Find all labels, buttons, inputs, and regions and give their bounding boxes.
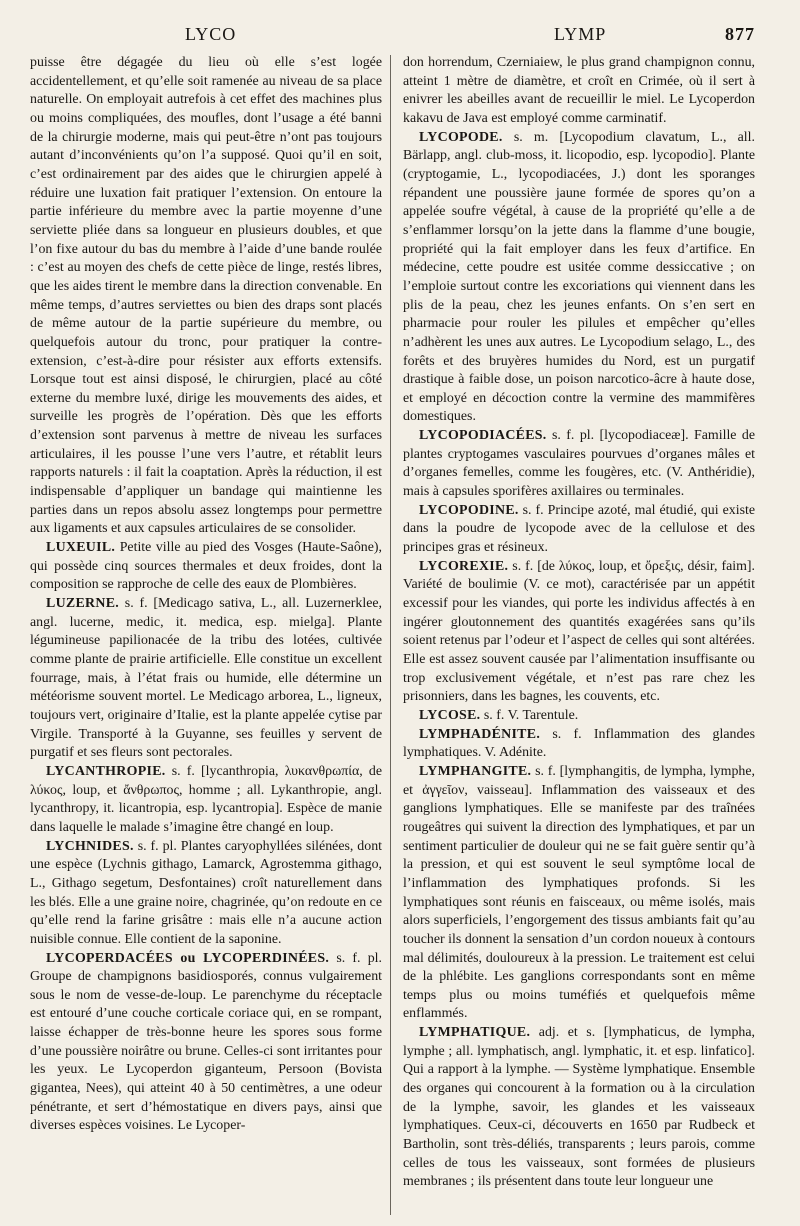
entry-text: s. m. [Lycopodium clavatum, L., all. Bärlapp, angl. club-moss, it. licopodio, esp. lycopodio]. Plante (cryptogamie, L., lycopodiacées, J.) dont les sporanges répandent une poussière jaune formée de spores qu’on a appelée soufre végétal, à cause de la propriété qu’elle a de s’enflammer lorsqu’on la jette dans la flamme d’une bougie, propriété qui la fait employer dans les feux d’artifice. En médecine, cette poudre est usitée comme dessiccative ; on l’emploie surtout contre les excoriations qui viennent dans les plis de la peau, chez les jeunes enfants. On s’en sert en pharmacie pour rouler les pilules et empêcher qu’elles n’adhèrent les unes aux autres. Le Lycopodium selago, L., des forêts et des bruyères humides du Nord, est un purgatif drastique à faible dose, un poison narcotico-âcre à haute dose, et employé en décoction contre la vermine des mammifères domestiques.: [403, 129, 755, 425]
entry-lymphadenite: [403, 726, 755, 763]
headword: LYMPHANGITE.: [419, 763, 532, 779]
running-head-left: LYCO: [185, 24, 237, 44]
headword: LYMPHATIQUE.: [419, 1025, 531, 1041]
entry-text: s. f. pl. [lycopodiaceæ]. Famille de plantes cryptogames vasculaires pourvues d’organes mâles et d’organes femelles, comme les fougères, etc. (V. Anthéridie), mais à capsules sporifères axillaires ou terminales.: [403, 428, 755, 500]
entry-lycoperdacees: [30, 950, 382, 1137]
entry-text: s. f. [lycanthropia, λυκανθρωπία, de λύκος, loup, et ἄνθρωπος, homme ; all. Lykanthropie, angl. lycanthropy, it. licantropia, esp. lycantropia]. Espèce de manie dans laquelle le malade s’imagine être changé en loup.: [30, 763, 382, 835]
column-divider: [390, 55, 391, 1215]
entry-text: s. f. pl. Plantes caryophyllées silénées, dont une espèce (Lychnis githago, Lamarck, Agrostemma githago, L., Githago segetum, Desfontaines) croît naturellement dans les blés. Elle a une graine noire, chagrinée, qu’on redoute en ce qu’elle rend la farine grisâtre : mais elle n’a aucune action nuisible connue. Elle contient de la saponine.: [30, 838, 382, 947]
continuation-paragraph: puisse être dégagée du lieu où elle s’est logée accidentellement, et qu’elle soit ramenée au niveau de sa place naturelle. On employait autrefois à cet effet des machines plus ou moins compliquées, des moufles, dont l’usage a été banni de la chirurgie moderne, mais qui peut-être n’ont pas toujours autant d’inconvénients qu’on l’a supposé. Quoi qu’il en soit, c’est ordinairement par des aides que le chirurgien appelé à réduire une luxation fait pratiquer l’extension. On entoure la partie inférieure du membre avec la partie moyenne d’une serviette pliée dans sa longueur en plusieurs doubles, et que l’on fixe autour du bas du membre à l’aide d’une bande roulée : c’est au moyen des chefs de cette pièce de linge, restés libres, que les aides tirent le membre dans la direction convenable. En même temps, d’autres serviettes ou bien des draps sont placés de même autour de la partie supérieure du membre, ou quelquefois autour du tronc, pour pratiquer la contre-extension, c’est-à-dire pour résister aux efforts extensifs. Lorsque tout est ainsi disposé, le chirurgien, placé au côté externe du membre luxé, dirige les mouvements des aides, et surveille les progrès de l’opération. Dès que les efforts d’extension sont parvenus à mettre de niveau les surfaces articulaires, il les pousse l’une vers l’autre, et rétablit leurs rapports naturels : il fait la coaptation. Après la réduction, il est indispensable d’appliquer un bandage qui maintienne les parties dans un repos absolu assez longtemps pour permettre aux ligaments et aux capsules articulaires de se consolider.: [30, 55, 382, 537]
headword: LYCHNIDES.: [46, 838, 134, 854]
entry-text: s. f. [de λύκος, loup, et ὄρεξις, désir, faim]. Variété de boulimie (V. ce mot), caractérisée par un appétit excessif pour les viandes, qui porte les individus affectés à en ingérer gloutonnement des quantités exagérées sans qu’ils soient retenus par l’odeur et l’aspect de celles qui sont altérées. Elle est assez souvent causée par l’alimentation insuffisante ou trop exclusivement végétale, et n’est pas rare chez les prisonniers, dans les bagnes, les couvents, etc.: [403, 558, 755, 705]
entry-luxeuil: [30, 539, 382, 595]
entry-lycopode: [403, 129, 755, 428]
headword: LYCANTHROPIE.: [46, 763, 166, 779]
entry-lycopodine: [403, 502, 755, 558]
headword: LYCOPODE.: [419, 129, 503, 145]
page-number: 877: [725, 24, 755, 44]
entry-lychnides: [30, 838, 382, 950]
headword: LYCOPERDACÉES ou LYCOPERDINÉES.: [46, 950, 330, 966]
headword: LYCOPODINE.: [419, 502, 519, 518]
entry-luzerne: [30, 595, 382, 763]
entry-text: s. f. pl. Groupe de champignons basidiosporés, connus vulgairement sous le nom de vesse-de-loup. Le parenchyme du réceptacle est entouré d’une couche corticale coriace qui, en se rompant, laisse échapper de très-bonne heure les spores sous forme d’une poussière noirâtre ou brune. Celles-ci sont irritantes pour les yeux. Le Lycoperdon giganteum, Persoon (Bovista gigantea, Nees), qui atteint 40 à 50 centimètres, a une odeur pénétrante, et sert d’hémostatique en divers pays, ainsi que diverses espèces voisines. Le Lycoper-: [30, 950, 382, 1134]
entry-text: s. f. V. Tarentule.: [480, 707, 579, 723]
headword: LYCOPODIACÉES.: [419, 428, 547, 444]
entry-lycopodiacees: [403, 427, 755, 502]
left-column: [30, 54, 382, 1136]
entry-text: Petite ville au pied des Vosges (Haute-Saône), qui possède cinq sources thermales et deux froides, dont la composition se rapproche de celle des eaux de Plombières.: [30, 540, 382, 593]
headword: LUZERNE.: [46, 596, 120, 612]
continuation-paragraph: don horrendum, Czerniaiew, le plus grand champignon connu, atteint 1 mètre de diamètre, et croît en Crimée, où il sert à enivrer les abeilles avant de recueillir le miel. Le Lycoperdon kakavu de Java est employé comme carminatif.: [403, 55, 755, 126]
headword: LYCOREXIE.: [419, 558, 509, 574]
entry-lycorexie: [403, 558, 755, 707]
headword: LUXEUIL.: [46, 540, 116, 556]
running-head-right: LYMP: [554, 24, 607, 44]
entry-text: s. f. Principe azoté, mal étudié, qui existe dans la poudre de lycopode avec de la cellulose et des principes gras et résineux.: [403, 502, 755, 556]
entry-text: s. f. Inflammation des glandes lymphatiques. V. Adénite.: [403, 726, 755, 761]
entry-lycanthropie: [30, 763, 382, 838]
entry-text: adj. et s. [lymphaticus, de lympha, lymphe ; all. lymphatisch, angl. lymphatic, it. et esp. linfatico]. Qui a rapport à la lymphe. — Système lymphatique. Ensemble des organes qui concourent à la formation ou à la circulation de la lymphe, savoir, les glandes et les vaisseaux lymphatiques. Ceux-ci, découverts en 1650 par Rudbeck et Bartholin, sont très-déliés, transparents ; leurs parois, comme celles de tous les vaisseaux, sont formées de plusieurs membranes ; ils présentent dans toute leur longueur une: [403, 1025, 755, 1190]
entry-lycose: [403, 707, 755, 726]
entry-lymphangite: [403, 763, 755, 1024]
headword: LYMPHADÉNITE.: [419, 726, 541, 742]
headword: LYCOSE.: [419, 707, 481, 723]
right-column: [403, 54, 755, 1192]
entry-text: s. f. [lymphangitis, de lympha, lymphe, et ἀγγεῖον, vaisseau]. Inflammation des vaisseaux et des ganglions lymphatiques. Elle se manifeste par des traînées rougeâtres qui suivent la direction des lymphatiques, et par un sentiment particulier de douleur qui ne se fait guère sentir qu’à la pression, et qui est souvent le seul symptôme local de l’inflammation des lymphatiques profonds. Si les lymphatiques sont réunis en faisceaux, ou même isolés, mais alors superficiels, l’engorgement des tissus ambiants fait qu’au toucher ils donnent la sensation d’un cordon noueux à contours mal délimités, douloureux à la pression. Le traitement est celui de la phlébite. Les ganglions correspondants sont en même temps plus ou moins tuméfiés et quelquefois même enflammés.: [403, 763, 755, 1022]
entry-text: s. f. [Medicago sativa, L., all. Luzernerklee, angl. lucerne, medic, it. medica, esp. mielga]. Plante légumineuse papilionacée de la tribu des lotées, cultivée comme plante de prairie artificielle. Elle constitue un excellent fourrage, mais, à l’état frais ou humide, elle détermine un météorisme souvent mortel. Le Medicago arborea, L., ligneux, toujours vert, originaire d’Italie, est la plante appelée cytise par Virgile. Transporté à la Guyanne, ses feuilles y servent de purgatif et ses fleurs sont pectorales.: [30, 596, 382, 761]
entry-lymphatique: [403, 1024, 755, 1192]
